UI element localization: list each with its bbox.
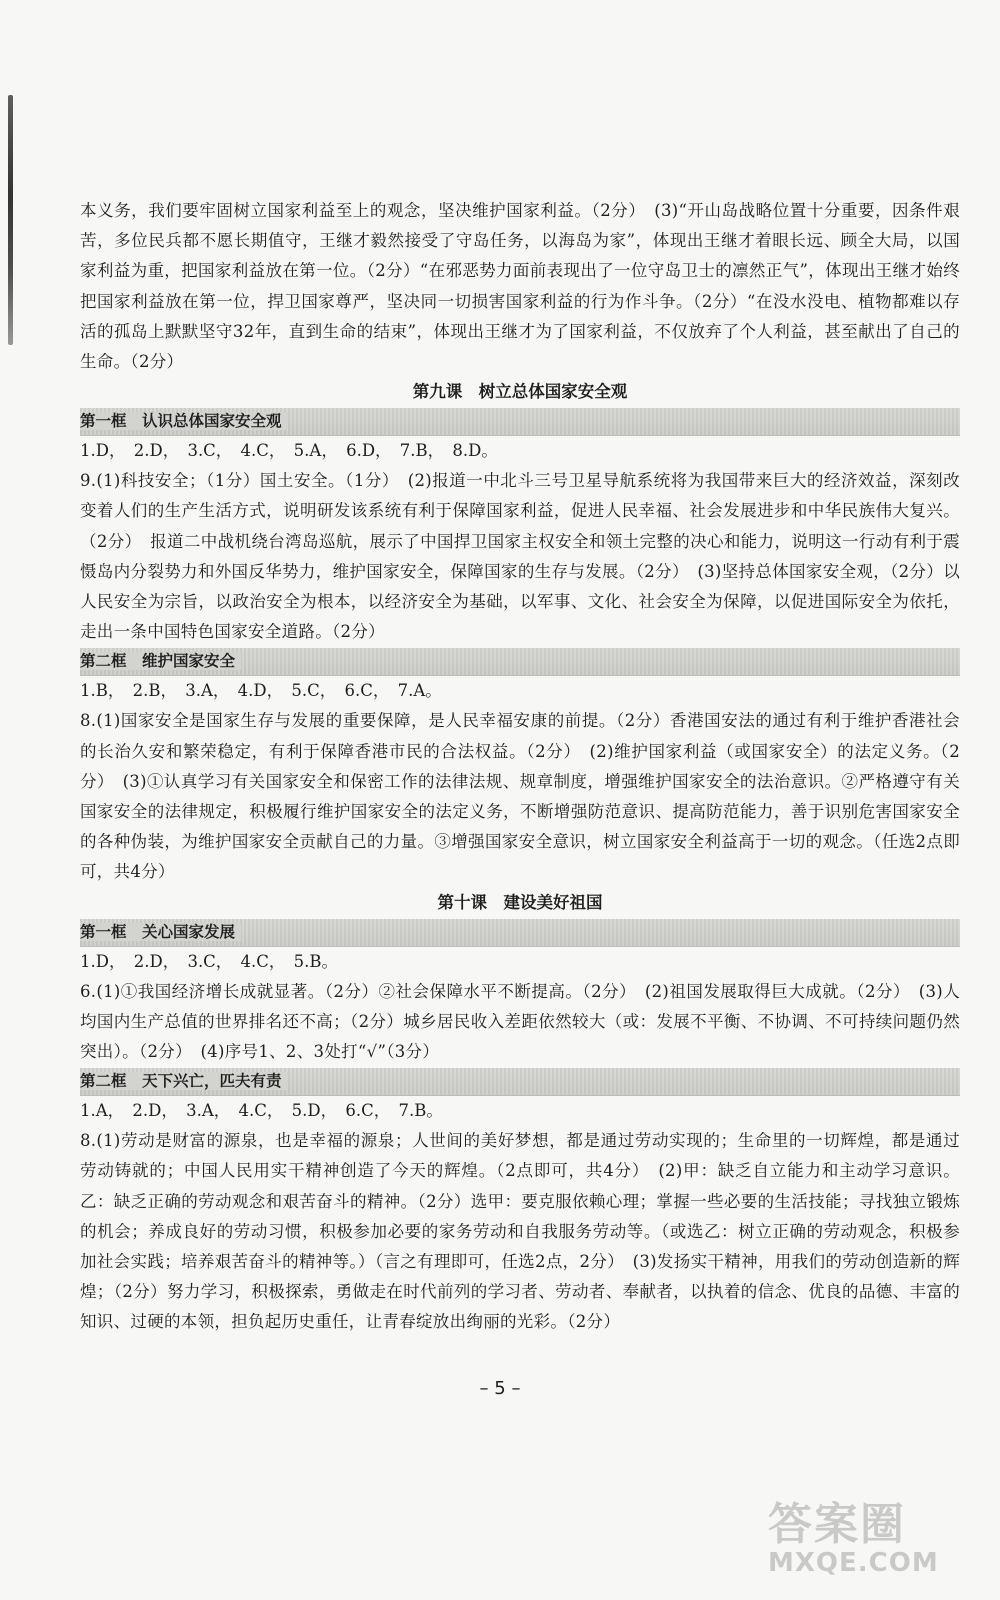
- lesson-9-title: 第九课 树立总体国家安全观: [412, 382, 628, 402]
- lesson-9-frame-2-answer: 8.(1)国家安全是国家生存与发展的重要保障，是人民幸福安康的前提。（2分）香港国安法的通过有利于维护香港社会的长治久安和繁荣稳定，有利于保障香港市民的合法权益。（2分） (2)维护国家利益（或国家安全）的法定义务。（2分） (3)①认真学习有关国家安全和保密工作的法律法规、规章制度，增强维护国家安全的法治意识。②严格遵守有关国家安全的法律规定，积极履行维护国家安全的法定义务，不断增强防范意识、提高防范能力，善于识别危害国家安全的各种伪装，为维护国家安全贡献自己的力量。③增强国家安全意识，树立国家安全利益高于一切的观念。（任选2点即可，共4分）: [80, 711, 960, 882]
- watermark-en: MXQE.COM: [768, 1548, 939, 1578]
- frame-title: 第二框 维护国家安全: [80, 652, 241, 670]
- lesson-10-frame-1-header: [80, 919, 960, 947]
- lesson-10-frame-1-answer: 6.(1)①我国经济增长成就显著。（2分）②社会保障水平不断提高。（2分） (2)祖国发展取得巨大成就。（2分） (3)人均国内生产总值的世界排名还不高；（2分）城乡居民收入差距依然较大（或：发展不平衡、不协调、不可持续问题仍然突出）。（2分） (4)序号1、2、3处打“√”（3分）: [80, 981, 960, 1062]
- frame-title: 第一框 认识总体国家安全观: [80, 412, 288, 430]
- lesson-9-frame-1-header: [80, 408, 960, 436]
- watermark-cn: 答案圈: [768, 1499, 906, 1550]
- page-number: – 5 –: [479, 1378, 521, 1399]
- watermark-logo: [768, 1488, 968, 1578]
- frame-title: 第二框 天下兴亡，匹夫有责: [80, 1072, 288, 1090]
- lesson-9-frame-1-answer: 9.(1)科技安全；（1分）国土安全。（1分） (2)报道一中北斗三号卫星导航系统将为我国带来巨大的经济效益，深刻改变着人们的生产生活方式，说明研发该系统有利于保障国家利益，促进人民幸福、社会发展进步和中华民族伟大复兴。（2分） 报道二中战机绕台湾岛巡航，展示了中国捍卫国家主权安全和领土完整的决心和能力，说明这一行动有利于震慑岛内分裂势力和外国反华势力，维护国家安全，保障国家的生存与发展。（2分） (3)坚持总体国家安全观，（2分）以人民安全为宗旨，以政治安全为根本，以经济安全为基础，以军事、文化、社会安全为保障，以促进国际安全为依托，走出一条中国特色国家安全道路。（2分）: [80, 471, 960, 642]
- frame-title: 第一框 关心国家发展: [80, 923, 241, 941]
- lesson-9-frame-1-choices: 1.D， 2.D， 3.C， 4.C， 5.A， 6.D， 7.B， 8.D。: [80, 441, 498, 461]
- lesson-10-frame-2-choices: 1.A， 2.D， 3.A， 4.C， 5.D， 6.C， 7.B。: [80, 1101, 443, 1121]
- intro-paragraph: 本义务，我们要牢固树立国家利益至上的观念，坚决维护国家利益。（2分） (3)“开山岛战略位置十分重要，因条件艰苦，多位民兵都不愿长期值守，王继才毅然接受了守岛任务，以海岛为家”，体现出王继才着眼长远、顾全大局，以国家利益为重，把国家利益放在第一位。（2分）“在邪恶势力面前表现出了一位守岛卫士的凛然正气”，体现出王继才始终把国家利益放在第一位，捍卫国家尊严，坚决同一切损害国家利益的行为作斗争。（2分）“在没水没电、植物都难以存活的孤岛上默默坚守32年，直到生命的结束”，体现出王继才为了国家利益，不仅放弃了个人利益，甚至献出了自己的生命。（2分）: [80, 201, 960, 372]
- lesson-10-title: 第十课 建设美好祖国: [437, 892, 603, 912]
- lesson-9-frame-2-choices: 1.B， 2.B， 3.A， 4.D， 5.C， 6.C， 7.A。: [80, 681, 442, 701]
- lesson-9-frame-2-header: [80, 648, 960, 676]
- answer-content: [80, 196, 960, 1338]
- lesson-10-frame-2-header: [80, 1068, 960, 1096]
- lesson-10-frame-1-choices: 1.D， 2.D， 3.C， 4.C， 5.B。: [80, 951, 339, 971]
- lesson-10-frame-2-answer: 8.(1)劳动是财富的源泉，也是幸福的源泉；人世间的美好梦想，都是通过劳动实现的；生命里的一切辉煌，都是通过劳动铸就的；中国人民用实干精神创造了今天的辉煌。（2点即可，共4分） (2)甲：缺乏自立能力和主动学习意识。乙：缺乏正确的劳动观念和艰苦奋斗的精神。（2分）选甲：要克服依赖心理；掌握一些必要的生活技能；寻找独立锻炼的机会；养成良好的劳动习惯，积极参加必要的家务劳动和自我服务劳动等。（或选乙：树立正确的劳动观念，积极参加社会实践；培养艰苦奋斗的精神等。）（言之有理即可，任选2点，2分） (3)发扬实干精神，用我们的劳动创造新的辉煌；（2分）努力学习，积极探索，勇做走在时代前列的学习者、劳动者、奉献者，以执着的信念、优良的品德、丰富的知识、过硬的本领，担负起历史重任，让青春绽放出绚丽的光彩。（2分）: [80, 1131, 960, 1332]
- scan-edge-mark: [8, 95, 13, 345]
